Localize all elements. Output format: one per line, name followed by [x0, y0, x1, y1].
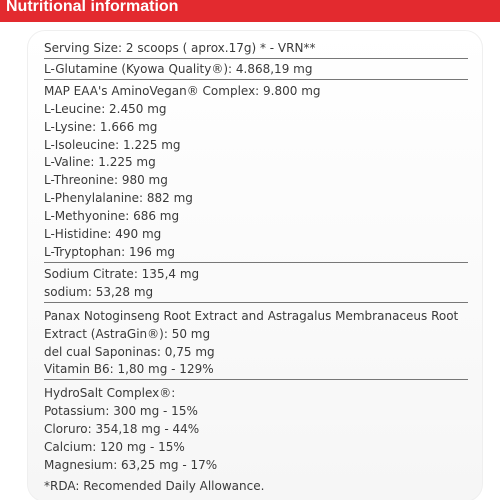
eaa-line: L-Isoleucine: 1.225 mg — [44, 137, 181, 152]
glutamine-text: L-Glutamine (Kyowa Quality®): 4.868,19 mg — [44, 61, 313, 76]
eaa-line: L-Leucine: 2.450 mg — [44, 101, 167, 116]
astragin-group — [44, 303, 468, 381]
eaa-line: L-Methyonine: 686 mg — [44, 209, 180, 224]
eaa-line: L-Threonine: 980 mg — [44, 173, 168, 188]
eaa-line: L-Tryptophan: 196 mg — [44, 244, 176, 259]
hydrosalt-line: Potassium: 300 mg - 15% — [44, 404, 198, 419]
citrate-line: Sodium Citrate: 135,4 mg — [44, 266, 200, 281]
hydrosalt-line: Calcium: 120 mg - 15% — [44, 440, 185, 455]
astragin-line: del cual Saponinas: 0,75 mg — [44, 344, 215, 359]
nutrition-panel — [44, 36, 468, 475]
citrate-group — [44, 263, 468, 303]
eaa-line: L-Histidine: 490 mg — [44, 227, 162, 242]
hydrosalt-line: Cloruro: 354,18 mg - 44% — [44, 422, 200, 437]
serving-size-group — [44, 36, 468, 59]
eaa-line: MAP EAA's AminoVegan® Complex: 9.800 mg — [44, 83, 321, 98]
serving-size-text: Serving Size: 2 scoops ( aprox.17g) * - VRN** — [44, 41, 316, 55]
eaa-line: L-Valine: 1.225 mg — [44, 155, 156, 170]
citrate-line: sodium: 53,28 mg — [44, 284, 154, 299]
eaa-line: L-Phenylalanine: 882 mg — [44, 191, 193, 206]
astragin-line: Extract (AstraGin®): 50 mg — [44, 326, 211, 341]
hydrosalt-group — [44, 380, 468, 475]
glutamine-group — [44, 59, 468, 80]
header-bar — [0, 0, 500, 22]
astragin-line: Panax Notoginseng Root Extract and Astragalus Membranaceus Root — [44, 308, 459, 323]
eaa-group — [44, 80, 468, 263]
astragin-line: Vitamin B6: 1,80 mg - 129% — [44, 362, 214, 377]
rda-footnote: *RDA: Recomended Daily Allowance. — [44, 479, 265, 493]
hydrosalt-line: HydroSalt Complex®: — [44, 386, 176, 401]
hydrosalt-line: Magnesium: 63,25 mg - 17% — [44, 457, 218, 472]
eaa-line: L-Lysine: 1.666 mg — [44, 119, 158, 134]
page-title: Nutritional information — [6, 0, 179, 15]
